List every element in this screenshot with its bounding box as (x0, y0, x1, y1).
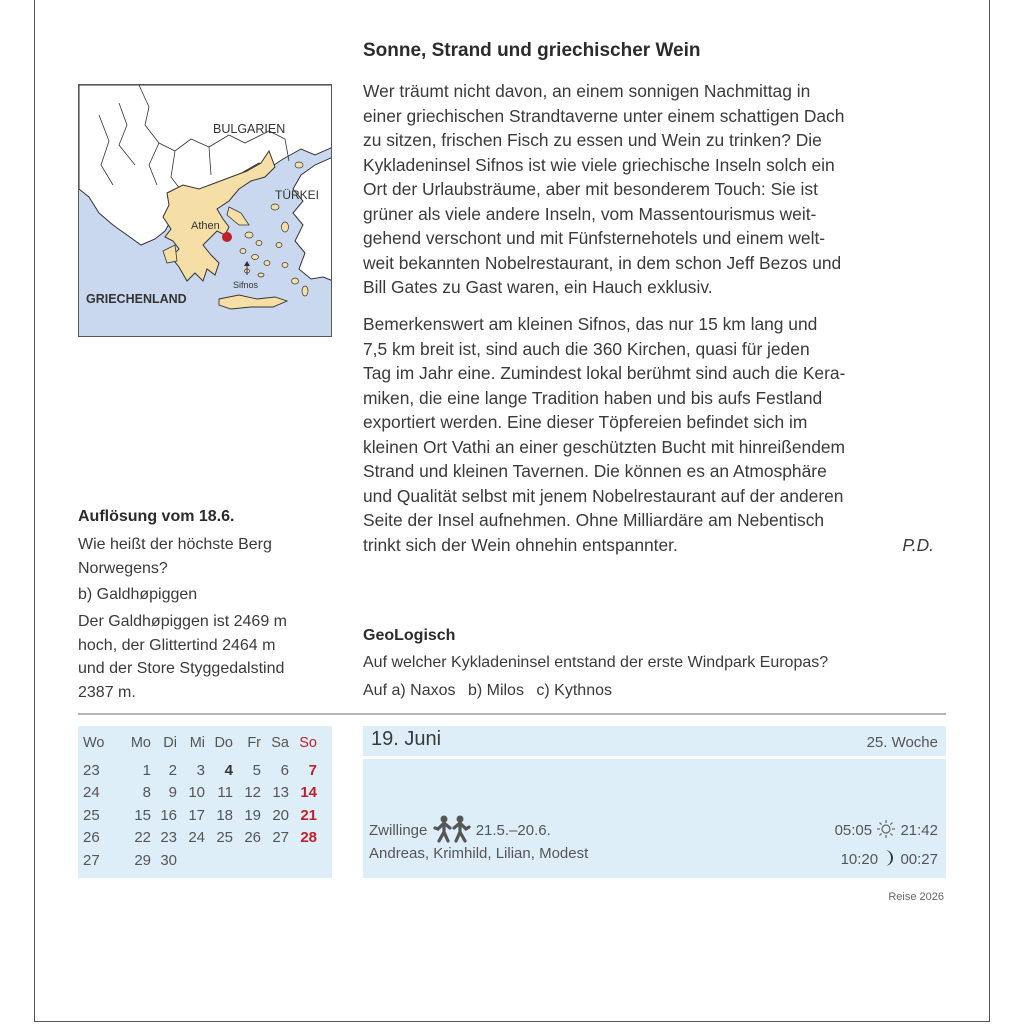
gemini-icon (432, 815, 472, 847)
author-signature: P.D. (902, 534, 934, 555)
zodiac-row (369, 815, 551, 847)
text-line: zu sitzen, frischen Fisch zu essen und Wein zu trinken? Die (363, 130, 822, 150)
text-line-last (363, 533, 948, 558)
header-day: Mo (130, 734, 151, 751)
calendar-day: 6 (280, 761, 289, 779)
sunrise-time: 05:05 (834, 821, 873, 839)
text-line: weit bekannten Nobelrestaurant, in dem schon Jeff Bezos und (363, 252, 842, 273)
solution-answer: b) Galdhøpiggen (78, 586, 198, 603)
solution-explanation (78, 610, 338, 704)
text-line: Der Galdhøpiggen ist 2469 m (78, 613, 287, 630)
calendar-row (78, 804, 317, 827)
sunset-time: 21:42 (900, 821, 938, 839)
calendar-day (261, 849, 289, 872)
week-label: 25. Woche (866, 734, 938, 751)
week-number: 27 (83, 851, 100, 869)
week-number: 26 (83, 829, 100, 847)
sun-icon (876, 819, 896, 843)
text-line: gehend verschont und mit Fünfsternehotels und einem welt- (363, 228, 826, 248)
label-sifnos: Sifnos (233, 280, 259, 290)
article-paragraph-1 (363, 79, 948, 300)
day-header (363, 726, 946, 756)
option-b: b) Milos (467, 682, 524, 699)
label-greece: GRIECHENLAND (86, 292, 187, 306)
calendar-day: 17 (188, 806, 205, 824)
calendar-row (78, 849, 317, 872)
month-calendar (78, 726, 332, 878)
text-line: hoch, der Glittertind 2464 m (78, 636, 276, 654)
text-line: und der Store Styggedalstind (78, 660, 285, 677)
label-athens: Athen (191, 220, 220, 232)
header-day: Mi (189, 734, 205, 751)
island (271, 204, 279, 210)
calendar-day: 12 (244, 784, 261, 802)
calendar-day: 25 (216, 829, 233, 847)
text-line: und Qualität selbst mit jenem Nobelrestaurant auf der anderen (363, 485, 844, 506)
header-sunday: So (299, 734, 317, 751)
day-date: 19. Juni (371, 728, 442, 750)
moonset-time: 00:27 (900, 850, 938, 868)
island (258, 273, 264, 277)
calendar-day: 1 (142, 761, 151, 779)
calendar-row (78, 827, 317, 850)
calendar-sunday: 7 (308, 761, 317, 779)
moon-times (841, 849, 938, 871)
island (302, 286, 308, 296)
island (276, 243, 282, 248)
island (295, 162, 303, 168)
article-title: Sonne, Strand und griechischer Wein (363, 40, 701, 61)
week-number: 23 (83, 761, 100, 779)
option-c: c) Kythnos (536, 682, 612, 699)
text-line: Strand und kleinen Tavernen. Die können es an Atmosphäre (363, 461, 827, 481)
calendar-day: 10 (188, 784, 205, 802)
text-line: miken, die eine lange Tradition haben und bis aufs Festland (363, 387, 823, 408)
calendar-day: 19 (244, 806, 261, 824)
text-line: grüner als viele andere Inseln, vom Massentourismus weit- (363, 203, 817, 224)
calendar-table (78, 726, 317, 872)
text-line: Norwegens? (78, 559, 168, 577)
calendar-day (205, 849, 233, 872)
text-line: Seite der Insel aufnehmen. Ohne Milliardäre am Nebentisch (363, 510, 825, 530)
option-a: Auf a) Naxos (363, 682, 456, 699)
text-line: trinkt sich der Wein ohnehin entspannter. (363, 534, 678, 555)
zodiac-sign: Zwillinge (369, 821, 428, 839)
label-bulgaria: BULGARIEN (213, 122, 286, 136)
article-paragraph-2 (363, 312, 948, 557)
calendar-day: 20 (272, 806, 289, 824)
island (264, 261, 270, 266)
text-line: Kykladeninsel Sifnos ist wie viele griechische Inseln solch ein (363, 154, 835, 175)
header-day: Di (163, 734, 177, 751)
text-line: exportiert werden. Eine dieser Töpfereien befindet sich im (363, 412, 808, 432)
solution-question (78, 533, 338, 580)
calendar-day: 16 (160, 806, 177, 824)
calendar-sunday: 21 (300, 806, 317, 824)
calendar-day: 22 (134, 829, 151, 847)
calendar-day: 5 (252, 761, 261, 779)
island (245, 232, 253, 238)
calendar-sunday: 14 (300, 784, 317, 802)
label-turkey: TÜRKEI (275, 188, 320, 202)
name-days: Andreas, Krimhild, Lilian, Modest (369, 845, 589, 862)
geologisch-options (363, 682, 620, 700)
footer-label: Reise 2026 (888, 891, 944, 903)
text-line: Wer träumt nicht davon, an einem sonnigen Nachmittag in (363, 81, 811, 101)
zodiac-range: 21.5.–20.6. (475, 821, 551, 839)
header-day: Fr (247, 734, 261, 751)
calendar-day: 3 (196, 761, 205, 779)
calendar-day: 30 (160, 851, 177, 869)
sun-times (835, 819, 938, 843)
header-day: Do (214, 734, 233, 751)
athens-marker (222, 232, 232, 242)
island (282, 263, 288, 268)
text-line: 2387 m. (78, 683, 136, 701)
text-line: Bemerkenswert am kleinen Sifnos, das nur 15 km lang und (363, 314, 818, 334)
text-line: einer griechischen Strandtaverne unter einem schattigen Dach (363, 105, 845, 126)
calendar-header-row (78, 726, 317, 759)
calendar-sunday: 28 (300, 829, 317, 847)
text-line: 7,5 km breit ist, sind auch die 360 Kirchen, quasi für jeden (363, 338, 810, 359)
island (240, 249, 246, 254)
calendar-day: 13 (272, 784, 289, 802)
island (256, 241, 262, 246)
calendar-day-holiday: 4 (224, 761, 233, 779)
calendar-day: 2 (168, 761, 177, 779)
divider (78, 713, 946, 715)
island (292, 278, 299, 284)
moonrise-time: 10:20 (840, 850, 879, 868)
calendar-day: 29 (134, 851, 151, 869)
text-line: Wie heißt der höchste Berg (78, 536, 272, 553)
calendar-row (78, 782, 317, 805)
calendar-day: 26 (244, 829, 261, 847)
text-line: Tag im Jahr eine. Zumindest lokal berühmt sind auch die Kera- (363, 363, 846, 383)
calendar-day: 23 (160, 829, 177, 847)
week-number: 25 (83, 806, 100, 824)
calendar-day: 27 (272, 829, 289, 847)
calendar-day: 9 (168, 784, 177, 802)
calendar-day: 15 (134, 806, 151, 824)
solution-heading: Auflösung vom 18.6. (78, 508, 235, 525)
map-graphic (79, 85, 332, 337)
calendar-day: 24 (188, 829, 205, 847)
geologisch-heading: GeoLogisch (363, 627, 456, 644)
moon-icon (882, 849, 896, 871)
text-line: kleinen Ort Vathi an einer geschützten Bucht mit hinreißendem (363, 436, 846, 457)
day-details (363, 759, 946, 878)
calendar-day: 8 (142, 784, 151, 802)
header-day: Sa (271, 734, 289, 751)
calendar-day: 18 (216, 806, 233, 824)
calendar-row (78, 759, 317, 782)
text-line: Ort der Urlaubsträume, aber mit besonderem Touch: Sie ist (363, 179, 818, 199)
calendar-day (289, 849, 317, 872)
island (252, 255, 259, 260)
greece-map (78, 84, 332, 337)
week-number: 24 (83, 784, 100, 802)
island (282, 222, 289, 232)
calendar-day (177, 849, 205, 872)
calendar-day: 11 (217, 784, 233, 802)
header-week: Wo (83, 734, 105, 751)
text-line: Bill Gates zu Gast waren, ein Hauch exklusiv. (363, 277, 713, 297)
calendar-day (233, 849, 261, 872)
geologisch-question: Auf welcher Kykladeninsel entstand der erste Windpark Europas? (363, 654, 829, 671)
